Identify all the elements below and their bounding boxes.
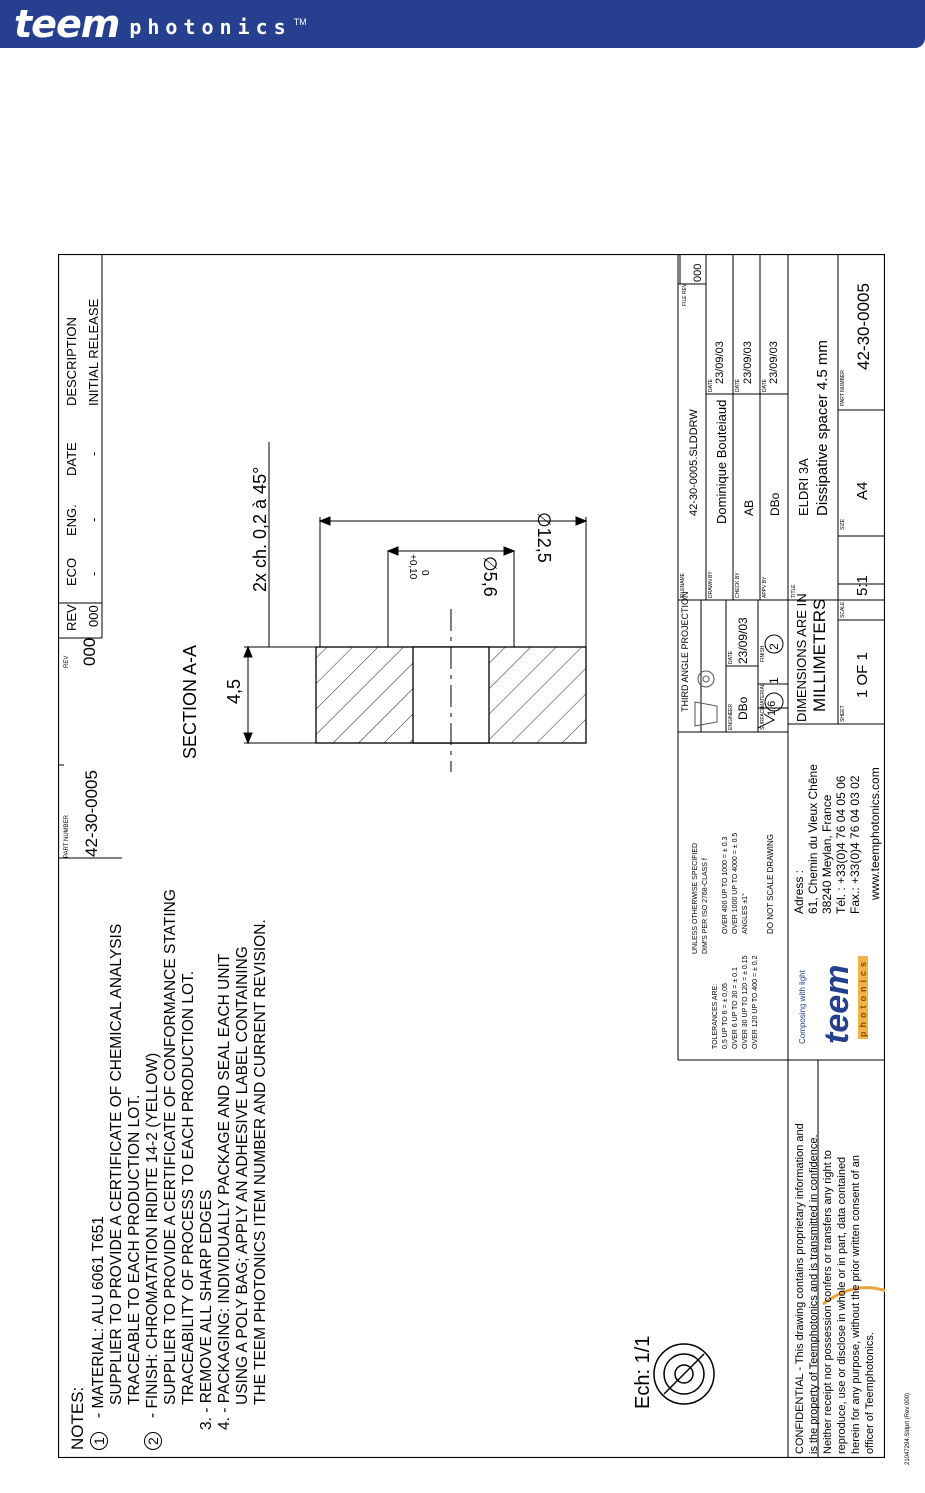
- col-eng: ENG.: [64, 504, 79, 536]
- tol-title-2: DIM'S PER ISO 2768-CLASS f: [702, 858, 709, 954]
- outer-diameter-dim: ∅12,5: [534, 512, 554, 563]
- confidential-line-4: reproduce, use or disclose in whole or in part, data contained: [836, 1156, 848, 1454]
- row-description: INITIAL RELEASE: [86, 298, 101, 406]
- size-label: SIZE: [840, 518, 846, 530]
- finish-value: 2: [767, 643, 781, 650]
- sheet-label: SHEET: [840, 705, 846, 722]
- bore-tol-lower: 0: [419, 570, 430, 576]
- brand-logo: [14, 0, 307, 48]
- pn-block-value: 42-30-0005: [854, 283, 873, 370]
- col-rev: REV: [64, 604, 79, 631]
- note-3: 3. - REMOVE ALL SHARP EDGES: [198, 1189, 215, 1430]
- logo-name: teem: [818, 964, 856, 1044]
- drawing-sheet: [58, 254, 885, 1458]
- sheet-value: 1 OF 1: [854, 652, 871, 698]
- bore-dim: ∅5,6: [480, 556, 500, 597]
- check-by-value: AB: [742, 499, 756, 516]
- confidential-line-1: CONFIDENTIAL - This drawing contains proprietary information and: [794, 1123, 806, 1454]
- note-4-line-3: THE TEEM PHOTONICS ITEM NUMBER AND CURRENT REVISION.: [252, 919, 269, 1405]
- address-line-1: 61, Chemin du Vieux Chêne: [806, 764, 820, 914]
- title-line-2: Dissipative spacer 4.5 mm: [814, 340, 831, 516]
- header-banner: [0, 0, 925, 48]
- note-1-marker: 1: [90, 1432, 108, 1450]
- check-by-label: CHECK BY: [735, 572, 741, 598]
- tol-c1-1: 0,5 UP TO 6 = ± 0,05: [722, 983, 729, 1049]
- row-eco: -: [86, 571, 101, 576]
- material-label: MATERIAL: [760, 683, 766, 708]
- note-1-line-3: TRACEABLE TO EACH PRODUCTION LOT.: [126, 1094, 143, 1405]
- address-phone: Tél. : +33(0)4 76 04 05 06: [834, 775, 848, 914]
- note-4-line-2: USING A POLY BAG; APPLY AN ADHESIVE LABEL CONTAINING: [234, 946, 251, 1405]
- check-date: 23/09/03: [742, 341, 754, 384]
- surface-label: SURFACE: [760, 706, 766, 730]
- row-rev: 000: [86, 605, 101, 627]
- appv-date-label: DATE: [762, 379, 768, 392]
- rev-value: 000: [80, 637, 99, 666]
- address-fax: Fax.: +33(0)4 76 04 03 02: [848, 775, 862, 914]
- col-date: DATE: [64, 442, 79, 476]
- trademark: TM: [293, 17, 307, 27]
- note-2-line-1: - FINISH: CHROMATATION IRIDITE 14-2 (YELLOW): [144, 1052, 161, 1418]
- projection-label: THIRD ANGLE PROJECTION: [680, 591, 690, 712]
- row-date: -: [86, 451, 101, 456]
- pn-block-label: PART NUMBER: [840, 370, 846, 406]
- brand-sub: photonics: [129, 15, 292, 39]
- note-2-line-2: SUPPLIER TO PROVIDE A CERTIFICATE OF CONFORMANCE STATING: [162, 889, 179, 1405]
- tol-c1-2: OVER 6 UP TO 30 = ± 0.1: [732, 967, 739, 1049]
- note-2-marker: 2: [144, 1432, 162, 1450]
- confidential-line-2: is the property of Teemphotonics and is transmitted in confidence.: [808, 1134, 820, 1454]
- note-1-line-2: SUPPLIER TO PROVIDE A CERTIFICATE OF CHEMICAL ANALYSIS: [108, 923, 125, 1405]
- tol-c2-1: OVER 400 UP TO 1000 = ± 0.3: [722, 836, 729, 934]
- surface-value: 1.6: [766, 700, 778, 716]
- iso-symbol: [654, 1344, 714, 1404]
- drawn-date: 23/09/03: [714, 341, 726, 384]
- pn-label: PART NUMBER: [64, 814, 70, 858]
- address-website: www.teemphotonics.com: [868, 767, 882, 900]
- engineer-date-label: DATE: [728, 651, 734, 664]
- confidential-line-3: Neither receipt nor possession confers or transfers any right to: [822, 1150, 834, 1454]
- filename-label: FILENAME: [680, 572, 686, 598]
- file-rev-label: FILE REV.: [682, 282, 688, 306]
- logo-arc-text: Composing with light: [798, 970, 807, 1044]
- row-eng: -: [86, 517, 101, 522]
- engineer-value: DBo: [736, 696, 750, 720]
- scale-label: SCALE: [840, 601, 846, 618]
- no-scale-note: DO NOT SCALE DRAWING: [766, 833, 775, 934]
- material-value: 1: [767, 677, 781, 684]
- scale-note: Ech: 1/1: [632, 1335, 654, 1409]
- notes-heading: NOTES:: [68, 1386, 87, 1450]
- engineer-label: ENGINEER: [728, 703, 734, 730]
- dims-line-1: DIMENSIONS ARE IN: [794, 593, 809, 722]
- tol-c2-3: ANGLES ±1°: [742, 893, 749, 934]
- rev-label: REV: [64, 655, 70, 668]
- appv-date: 23/09/03: [768, 341, 780, 384]
- confidential-line-5: herein for any purpose, without the prior written consent of an: [850, 1154, 862, 1454]
- file-footer: 21047294.Sldprt (Rev 000): [905, 1392, 911, 1465]
- scale-value: 5:1: [854, 575, 871, 596]
- check-date-label: DATE: [735, 379, 741, 392]
- drawn-by-value: Dominique Bouteiaud: [714, 399, 729, 524]
- finish-label: FINISH: [760, 645, 766, 662]
- drawn-date-label: DATE: [708, 379, 714, 392]
- pn-value: 42-30-0005: [82, 770, 101, 857]
- section-view: [244, 442, 586, 772]
- brand-main: teem: [14, 2, 120, 46]
- chamfer-note: 2x ch. 0,2 à 45°: [250, 466, 270, 592]
- logo-sub: photonics: [858, 958, 868, 1037]
- dims-line-2: MILLIMETERS: [810, 598, 829, 712]
- size-value: A4: [854, 481, 871, 500]
- drawn-by-label: DRAWN BY: [708, 571, 714, 598]
- bore-tol-upper: +0,10: [407, 554, 418, 580]
- address-label: Adress :: [792, 869, 806, 914]
- file-rev-value: 000: [692, 263, 704, 282]
- section-label: SECTION A-A: [180, 644, 200, 759]
- thickness-dim: 4,5: [224, 678, 244, 704]
- title-line-1: ELDRI 3A: [796, 458, 811, 516]
- title-label: TITLE: [791, 584, 797, 598]
- tol-heading: TOLERANCES ARE:: [712, 983, 719, 1049]
- note-2-line-3: TRACEABILITY OF PROCESS TO EACH PRODUCTION LOT.: [180, 970, 197, 1405]
- tol-c2-2: OVER 1000 UP TO 4000 = ± 0.5: [732, 832, 739, 934]
- tol-c1-4: OVER 120 UP TO 400 = ± 0.2: [752, 955, 759, 1049]
- note-1-line-1: - MATERIAL: ALU 6061 T651: [90, 1216, 107, 1418]
- col-description: DESCRIPTION: [64, 317, 79, 406]
- appv-by-label: APPV BY: [762, 576, 768, 598]
- projection-symbol: [695, 671, 717, 726]
- engineer-date: 23/09/03: [736, 617, 750, 664]
- filename-value: 42-30-0005.SLDDRW: [688, 409, 700, 516]
- tol-c1-3: OVER 30 UP TO 120 = ± 0.15: [742, 955, 749, 1049]
- note-4-line-1: 4. - PACKAGING: INDIVIDUALLY PACKAGE AND SEAL EACH UNIT: [216, 953, 233, 1430]
- tol-title-1: UNLESS OTHERWISE SPECIFIED: [692, 842, 699, 954]
- confidential-line-6: officer of Teemphotonics.: [864, 1332, 876, 1454]
- address-line-2: 38240 Meylan, France: [820, 794, 834, 914]
- appv-by-value: DBo: [768, 492, 782, 516]
- col-eco: ECO: [64, 557, 79, 586]
